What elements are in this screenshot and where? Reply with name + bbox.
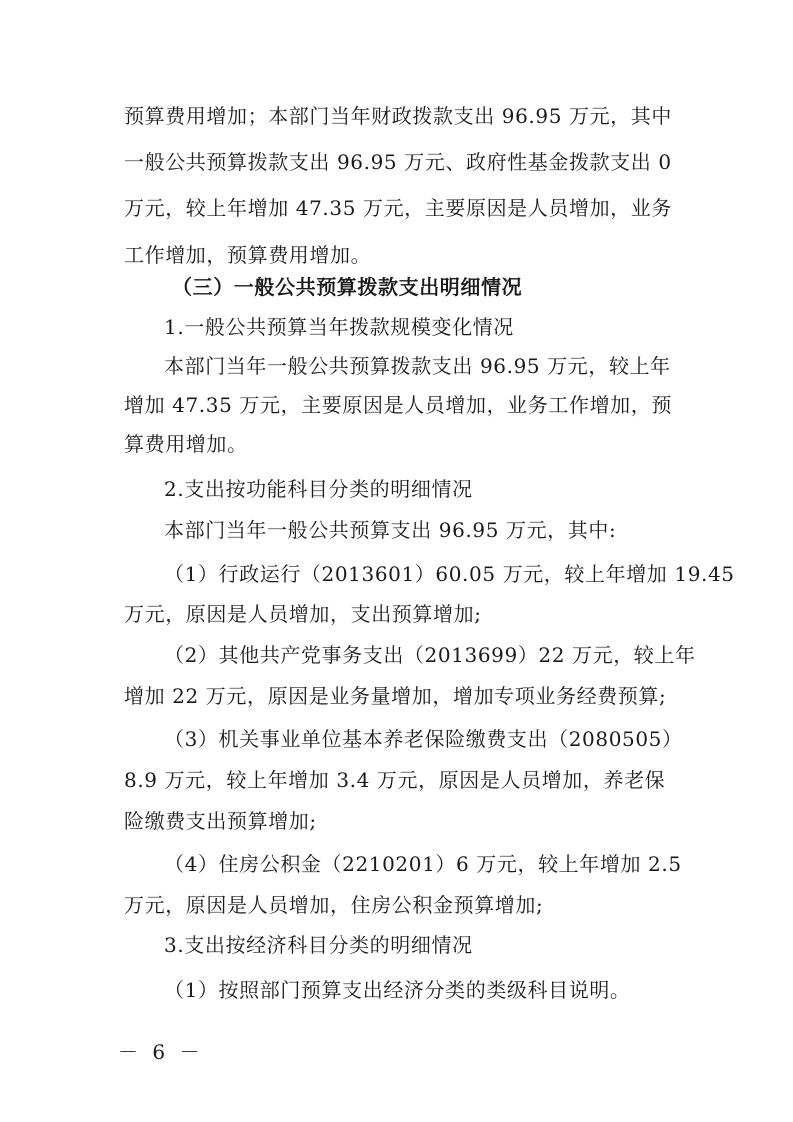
subsection-heading: 3.支出按经济科目分类的明细情况: [164, 933, 473, 957]
paragraph-line: 万元，较上年增加 47.35 万元，主要原因是人员增加，业务: [124, 196, 672, 220]
subsection-heading: 1.一般公共预算当年拨款规模变化情况: [164, 315, 514, 339]
paragraph-line: 本部门当年一般公共预算拨款支出 96.95 万元，较上年: [164, 354, 671, 378]
section-heading: （三）一般公共预算拨款支出明细情况: [172, 275, 523, 299]
list-item: （1）按照部门预算支出经济分类的类级科目说明。: [164, 978, 631, 1002]
list-item: （2）其他共产党事务支出（2013699）22 万元，较上年: [164, 643, 696, 667]
paragraph-line: 增加 47.35 万元，主要原因是人员增加，业务工作增加，预: [124, 393, 672, 417]
paragraph-line: 算费用增加。: [124, 432, 248, 456]
subsection-heading: 2.支出按功能科目分类的明细情况: [164, 477, 473, 501]
paragraph-line: 一般公共预算拨款支出 96.95 万元、政府性基金拨款支出 0: [124, 150, 672, 174]
paragraph-line: 险缴费支出预算增加;: [124, 809, 317, 833]
paragraph-line: 预算费用增加；本部门当年财政拨款支出 96.95 万元，其中: [124, 104, 672, 128]
paragraph-line: 8.9 万元，较上年增加 3.4 万元，原因是人员增加，养老保: [124, 768, 666, 792]
paragraph-line: 万元，原因是人员增加，支出预算增加;: [124, 602, 482, 626]
paragraph-line: 工作增加，预算费用增加。: [124, 243, 372, 267]
paragraph-line: 增加 22 万元，原因是业务量增加，增加专项业务经费预算;: [124, 684, 667, 708]
paragraph-line: 本部门当年一般公共预算支出 96.95 万元，其中:: [164, 518, 617, 542]
list-item: （1）行政运行（2013601）60.05 万元，较上年增加 19.45: [164, 562, 735, 586]
list-item: （3）机关事业单位基本养老保险缴费支出（2080505）: [164, 727, 683, 751]
list-item: （4）住房公积金（2210201）6 万元，较上年增加 2.5: [164, 852, 682, 876]
page-number: － 6 －: [118, 1040, 204, 1064]
paragraph-line: 万元，原因是人员增加，住房公积金预算增加;: [124, 893, 544, 917]
